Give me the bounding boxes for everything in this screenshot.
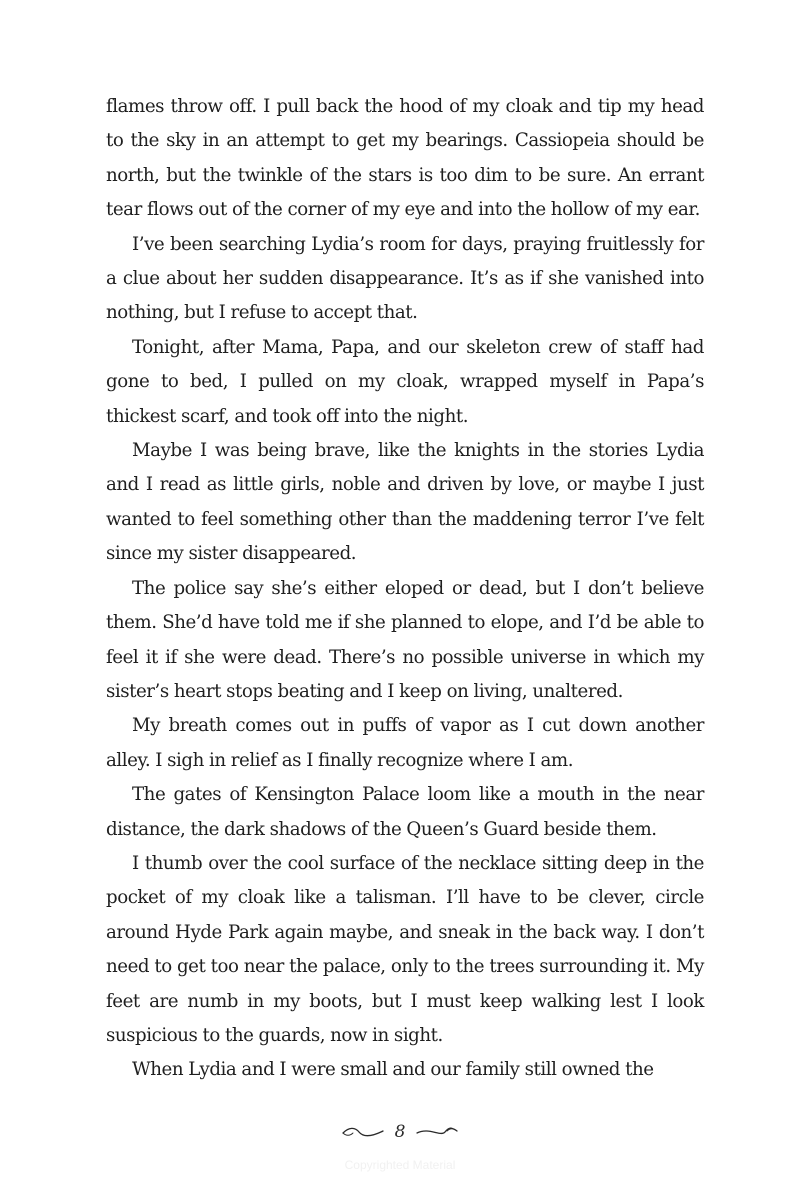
swash-flourish-icon [415,1125,459,1139]
paragraph: The gates of Kensington Palace loom like a mouth in the near distance, the dark shadows of the Queen’s Guard beside them. [106,784,704,840]
paragraph: Maybe I was being brave, like the knights in the stories Lydia and I read as little girls, noble and driven by love, or maybe I just wanted to feel something other than the maddening terror I’ve felt since my sister disappeared. [106,440,704,565]
paragraph: The police say she’s either eloped or dead, but I don’t believe them. She’d have told me if she planned to elope, and I’d be able to feel it if she were dead. There’s no possible universe in which my sister’s heart stops beating and I keep on living, unaltered. [106,577,704,702]
copyright-watermark: Copyrighted Material [344,1158,456,1172]
paragraph: I’ve been searching Lydia’s room for days, praying fruitlessly for a clue about her sudden disappearance. It’s as if she vanished into nothing, but I refuse to accept that. [106,233,704,324]
page-number: 8 [394,1122,406,1142]
paragraph-continues: When Lydia and I were small and our family still owned the [132,1059,654,1081]
paragraph-continued: flames throw off. I pull back the hood of my cloak and tip my head to the sky in an attempt to get my bearings. Cassiopeia should be north, but the twinkle of the stars is too dim to be sure. An errant tear flows out of the corner of my eye and into the hollow of my ear. [106,96,704,221]
body-text [106,90,704,1088]
page-footer [0,1117,800,1147]
paragraph: Tonight, after Mama, Papa, and our skeleton crew of staff had gone to bed, I pulled on my cloak, wrapped myself in Papa’s thickest scarf, and took off into the night. [106,336,704,427]
paragraph: My breath comes out in puffs of vapor as I cut down another alley. I sigh in relief as I finally recognize where I am. [106,715,704,771]
paragraph: I thumb over the cool surface of the necklace sitting deep in the pocket of my cloak like a talisman. I’ll have to be clever, circle around Hyde Park again maybe, and sneak in the back way. I don’t need to get too near the palace, only to the trees surrounding it. My feet are numb in my boots, but I must keep walking lest I look suspicious to the guards, now in sight. [106,852,704,1046]
swash-flourish-icon [341,1125,385,1139]
